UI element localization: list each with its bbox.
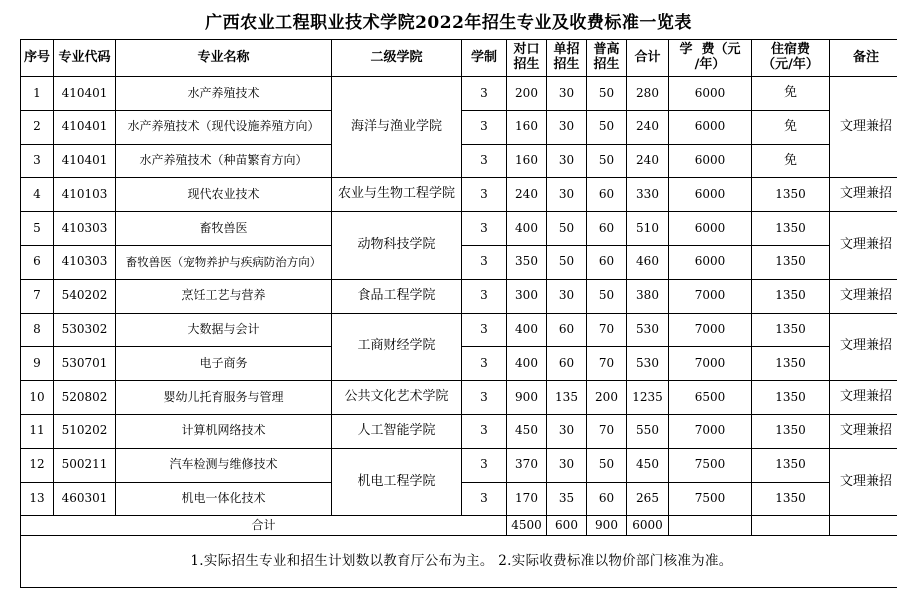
cell-tuition: 7000 — [669, 347, 752, 381]
cell-dorm: 免 — [752, 144, 830, 178]
cell-danzhao: 30 — [547, 77, 587, 111]
header-pugao: 普高 招生 — [587, 40, 627, 77]
cell-total: 510 — [627, 212, 669, 246]
cell-code: 410303 — [54, 212, 116, 246]
table-row — [21, 279, 897, 313]
cell-college: 公共文化艺术学院 — [332, 381, 462, 415]
cell-name: 水产养殖技术（现代设施养殖方向） — [116, 110, 332, 144]
cell-total: 550 — [627, 414, 669, 448]
cell-code: 410103 — [54, 178, 116, 212]
header-years: 学制 — [462, 40, 507, 77]
cell-code: 530701 — [54, 347, 116, 381]
cell-tuition: 6000 — [669, 245, 752, 279]
cell-pugao: 50 — [587, 279, 627, 313]
cell-danzhao: 50 — [547, 245, 587, 279]
cell-seq: 3 — [21, 144, 54, 178]
header-total: 合计 — [627, 40, 669, 77]
cell-pugao: 60 — [587, 245, 627, 279]
cell-dorm: 1350 — [752, 212, 830, 246]
cell-years: 3 — [462, 77, 507, 111]
cell-total: 530 — [627, 313, 669, 347]
cell-duikou: 370 — [507, 448, 547, 482]
cell-code: 510202 — [54, 414, 116, 448]
cell-danzhao: 135 — [547, 381, 587, 415]
table-row — [21, 77, 897, 111]
cell-dorm: 1350 — [752, 381, 830, 415]
cell-dorm: 1350 — [752, 245, 830, 279]
cell-college: 工商财经学院 — [332, 313, 462, 381]
cell-tuition: 6500 — [669, 381, 752, 415]
cell-tuition: 7500 — [669, 448, 752, 482]
cell-duikou: 900 — [507, 381, 547, 415]
cell-years: 3 — [462, 482, 507, 516]
table-row — [21, 381, 897, 415]
cell-total: 265 — [627, 482, 669, 516]
cell-dorm: 1350 — [752, 178, 830, 212]
cell-name: 现代农业技术 — [116, 178, 332, 212]
cell-dorm: 1350 — [752, 414, 830, 448]
header-danzhao: 单招 招生 — [547, 40, 587, 77]
cell-college: 动物科技学院 — [332, 212, 462, 280]
cell-tuition: 6000 — [669, 110, 752, 144]
cell-tuition: 7000 — [669, 414, 752, 448]
cell-dorm: 1350 — [752, 279, 830, 313]
cell-total: 330 — [627, 178, 669, 212]
cell-dorm: 免 — [752, 77, 830, 111]
cell-pugao: 50 — [587, 77, 627, 111]
header-remark: 备注 — [830, 40, 897, 77]
cell-pugao: 70 — [587, 347, 627, 381]
cell-seq: 4 — [21, 178, 54, 212]
cell-tuition: 6000 — [669, 77, 752, 111]
page-title: 广西农业工程职业技术学院2022年招生专业及收费标准一览表 — [205, 13, 692, 33]
cell-name: 机电一体化技术 — [116, 482, 332, 516]
cell-danzhao: 30 — [547, 279, 587, 313]
cell-pugao: 60 — [587, 178, 627, 212]
totals-empty — [752, 516, 830, 536]
cell-dorm: 1350 — [752, 448, 830, 482]
cell-code: 410401 — [54, 77, 116, 111]
cell-seq: 11 — [21, 414, 54, 448]
cell-remark: 文理兼招 — [830, 381, 897, 415]
cell-years: 3 — [462, 381, 507, 415]
cell-years: 3 — [462, 178, 507, 212]
cell-remark: 文理兼招 — [830, 77, 897, 178]
cell-name: 畜牧兽医 — [116, 212, 332, 246]
enrollment-table — [20, 39, 897, 588]
cell-seq: 13 — [21, 482, 54, 516]
totals-total: 6000 — [627, 516, 669, 536]
cell-college: 人工智能学院 — [332, 414, 462, 448]
table-row — [21, 212, 897, 246]
table-row — [21, 313, 897, 347]
note-row — [21, 536, 897, 588]
cell-seq: 2 — [21, 110, 54, 144]
cell-years: 3 — [462, 448, 507, 482]
cell-danzhao: 60 — [547, 347, 587, 381]
cell-college: 海洋与渔业学院 — [332, 77, 462, 178]
cell-pugao: 70 — [587, 414, 627, 448]
table-row — [21, 414, 897, 448]
cell-code: 540202 — [54, 279, 116, 313]
cell-tuition: 7000 — [669, 313, 752, 347]
table-row — [21, 178, 897, 212]
cell-dorm: 1350 — [752, 347, 830, 381]
cell-duikou: 450 — [507, 414, 547, 448]
cell-pugao: 70 — [587, 313, 627, 347]
cell-total: 380 — [627, 279, 669, 313]
cell-danzhao: 30 — [547, 448, 587, 482]
cell-danzhao: 30 — [547, 110, 587, 144]
totals-empty — [669, 516, 752, 536]
cell-name: 汽车检测与维修技术 — [116, 448, 332, 482]
cell-years: 3 — [462, 279, 507, 313]
cell-duikou: 300 — [507, 279, 547, 313]
cell-remark: 文理兼招 — [830, 279, 897, 313]
cell-seq: 1 — [21, 77, 54, 111]
cell-seq: 10 — [21, 381, 54, 415]
cell-danzhao: 30 — [547, 414, 587, 448]
cell-total: 240 — [627, 144, 669, 178]
cell-duikou: 350 — [507, 245, 547, 279]
cell-total: 530 — [627, 347, 669, 381]
cell-code: 410401 — [54, 110, 116, 144]
cell-code: 410303 — [54, 245, 116, 279]
cell-seq: 7 — [21, 279, 54, 313]
cell-college: 农业与生物工程学院 — [332, 178, 462, 212]
cell-danzhao: 30 — [547, 144, 587, 178]
cell-years: 3 — [462, 212, 507, 246]
cell-seq: 12 — [21, 448, 54, 482]
cell-seq: 5 — [21, 212, 54, 246]
cell-pugao: 50 — [587, 144, 627, 178]
cell-code: 520802 — [54, 381, 116, 415]
header-row — [21, 40, 897, 77]
totals-empty — [830, 516, 897, 536]
cell-name: 畜牧兽医（宠物养护与疾病防治方向） — [116, 245, 332, 279]
cell-tuition: 6000 — [669, 212, 752, 246]
totals-row — [21, 516, 897, 536]
cell-college: 食品工程学院 — [332, 279, 462, 313]
cell-total: 460 — [627, 245, 669, 279]
cell-danzhao: 60 — [547, 313, 587, 347]
cell-years: 3 — [462, 110, 507, 144]
cell-remark: 文理兼招 — [830, 178, 897, 212]
cell-college: 机电工程学院 — [332, 448, 462, 516]
cell-name: 烹饪工艺与营养 — [116, 279, 332, 313]
cell-duikou: 160 — [507, 144, 547, 178]
cell-seq: 6 — [21, 245, 54, 279]
cell-tuition: 7500 — [669, 482, 752, 516]
totals-label: 合计 — [21, 516, 507, 536]
totals-pugao: 900 — [587, 516, 627, 536]
cell-code: 460301 — [54, 482, 116, 516]
cell-remark: 文理兼招 — [830, 313, 897, 381]
cell-name: 水产养殖技术（种苗繁育方向） — [116, 144, 332, 178]
cell-dorm: 1350 — [752, 313, 830, 347]
cell-danzhao: 50 — [547, 212, 587, 246]
cell-code: 500211 — [54, 448, 116, 482]
cell-duikou: 200 — [507, 77, 547, 111]
cell-years: 3 — [462, 144, 507, 178]
cell-seq: 9 — [21, 347, 54, 381]
cell-name: 计算机网络技术 — [116, 414, 332, 448]
header-name: 专业名称 — [116, 40, 332, 77]
cell-name: 婴幼儿托育服务与管理 — [116, 381, 332, 415]
cell-seq: 8 — [21, 313, 54, 347]
cell-tuition: 6000 — [669, 144, 752, 178]
header-code: 专业代码 — [54, 40, 116, 77]
cell-pugao: 60 — [587, 482, 627, 516]
header-duikou: 对口 招生 — [507, 40, 547, 77]
cell-duikou: 240 — [507, 178, 547, 212]
cell-total: 280 — [627, 77, 669, 111]
cell-remark: 文理兼招 — [830, 414, 897, 448]
cell-duikou: 400 — [507, 347, 547, 381]
cell-danzhao: 35 — [547, 482, 587, 516]
cell-name: 水产养殖技术 — [116, 77, 332, 111]
totals-duikou: 4500 — [507, 516, 547, 536]
cell-remark: 文理兼招 — [830, 212, 897, 280]
table-row — [21, 448, 897, 482]
cell-duikou: 160 — [507, 110, 547, 144]
cell-code: 530302 — [54, 313, 116, 347]
cell-total: 1235 — [627, 381, 669, 415]
cell-duikou: 170 — [507, 482, 547, 516]
cell-tuition: 6000 — [669, 178, 752, 212]
cell-dorm: 1350 — [752, 482, 830, 516]
header-seq: 序号 — [21, 40, 54, 77]
cell-total: 240 — [627, 110, 669, 144]
cell-pugao: 50 — [587, 110, 627, 144]
cell-years: 3 — [462, 245, 507, 279]
cell-duikou: 400 — [507, 212, 547, 246]
header-dorm: 住宿费 （元/年） — [752, 40, 830, 77]
cell-remark: 文理兼招 — [830, 448, 897, 516]
header-tuition: 学 费（元 /年） — [669, 40, 752, 77]
cell-pugao: 60 — [587, 212, 627, 246]
cell-years: 3 — [462, 313, 507, 347]
cell-dorm: 免 — [752, 110, 830, 144]
cell-years: 3 — [462, 347, 507, 381]
cell-tuition: 7000 — [669, 279, 752, 313]
cell-duikou: 400 — [507, 313, 547, 347]
cell-years: 3 — [462, 414, 507, 448]
cell-pugao: 200 — [587, 381, 627, 415]
cell-danzhao: 30 — [547, 178, 587, 212]
totals-danzhao: 600 — [547, 516, 587, 536]
cell-name: 大数据与会计 — [116, 313, 332, 347]
cell-code: 410401 — [54, 144, 116, 178]
cell-pugao: 50 — [587, 448, 627, 482]
cell-total: 450 — [627, 448, 669, 482]
footnote: 1.实际招生专业和招生计划数以教育厅公布为主。 2.实际收费标准以物价部门核准为准。 — [21, 536, 897, 588]
cell-name: 电子商务 — [116, 347, 332, 381]
header-college: 二级学院 — [332, 40, 462, 77]
